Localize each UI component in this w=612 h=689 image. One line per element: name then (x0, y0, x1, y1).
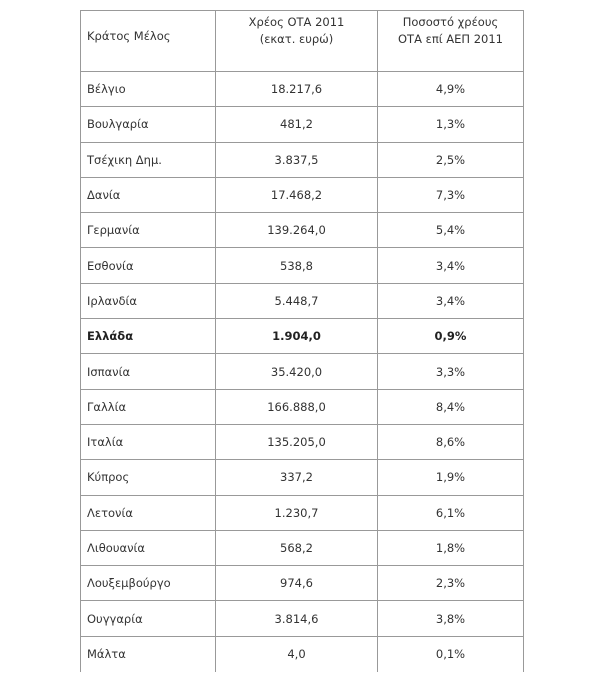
cell-pct: 1,8% (378, 530, 524, 565)
header-country-label: Κράτος Μέλος (87, 29, 171, 43)
table-row (81, 566, 524, 601)
table-row (81, 424, 524, 459)
cell-debt: 1.230,7 (216, 495, 378, 530)
cell-pct: 1,9% (378, 460, 524, 495)
header-pct-line1: Ποσοστό χρέους (402, 15, 499, 29)
cell-country: Λουξεμβούργο (81, 566, 216, 601)
table-row (81, 460, 524, 495)
table-row (81, 495, 524, 530)
cell-country: Γερμανία (81, 213, 216, 248)
cell-country: Βέλγιο (81, 72, 216, 107)
cell-pct: 1,3% (378, 107, 524, 142)
table-row (81, 354, 524, 389)
header-debt (216, 11, 378, 72)
cell-pct: 3,4% (378, 248, 524, 283)
table-header (81, 11, 524, 72)
table-row (81, 601, 524, 636)
cell-country: Κύπρος (81, 460, 216, 495)
cell-pct: 2,5% (378, 142, 524, 177)
table-body (81, 72, 524, 672)
header-pct (378, 11, 524, 72)
header-debt-line1: Χρέος ΟΤΑ 2011 (248, 15, 345, 29)
cell-debt: 17.468,2 (216, 177, 378, 212)
cell-country: Ιρλανδία (81, 283, 216, 318)
cell-country: Λετονία (81, 495, 216, 530)
cell-pct: 0,9% (378, 319, 524, 354)
cell-pct: 8,4% (378, 389, 524, 424)
debt-table (80, 10, 524, 672)
header-row (81, 11, 524, 72)
cell-pct: 5,4% (378, 213, 524, 248)
cell-country: Ουγγαρία (81, 601, 216, 636)
cell-debt: 4,0 (216, 636, 378, 671)
cell-debt: 166.888,0 (216, 389, 378, 424)
table-row (81, 107, 524, 142)
cell-country: Λιθουανία (81, 530, 216, 565)
cell-country: Ιταλία (81, 424, 216, 459)
cell-pct: 2,3% (378, 566, 524, 601)
cell-country: Μάλτα (81, 636, 216, 671)
cell-debt: 3.837,5 (216, 142, 378, 177)
header-country (81, 11, 216, 72)
table-row (81, 283, 524, 318)
table-row (81, 72, 524, 107)
cell-debt: 568,2 (216, 530, 378, 565)
table-row (81, 177, 524, 212)
table-row (81, 389, 524, 424)
cell-debt: 5.448,7 (216, 283, 378, 318)
cell-country: Δανία (81, 177, 216, 212)
cell-debt: 974,6 (216, 566, 378, 601)
cell-pct: 4,9% (378, 72, 524, 107)
cell-country: Τσέχικη Δημ. (81, 142, 216, 177)
table-row (81, 319, 524, 354)
cell-debt: 139.264,0 (216, 213, 378, 248)
cell-debt: 538,8 (216, 248, 378, 283)
cell-debt: 481,2 (216, 107, 378, 142)
cell-pct: 3,3% (378, 354, 524, 389)
cell-country: Εσθονία (81, 248, 216, 283)
cell-pct: 7,3% (378, 177, 524, 212)
cell-pct: 3,4% (378, 283, 524, 318)
header-pct-line2: ΟΤΑ επί ΑΕΠ 2011 (398, 32, 503, 46)
table-row (81, 530, 524, 565)
table-row (81, 636, 524, 671)
cell-pct: 0,1% (378, 636, 524, 671)
cell-country: Ισπανία (81, 354, 216, 389)
table-row (81, 142, 524, 177)
table-row (81, 213, 524, 248)
cell-debt: 3.814,6 (216, 601, 378, 636)
cell-debt: 35.420,0 (216, 354, 378, 389)
cell-debt: 135.205,0 (216, 424, 378, 459)
cell-country: Βουλγαρία (81, 107, 216, 142)
cell-debt: 18.217,6 (216, 72, 378, 107)
cell-pct: 3,8% (378, 601, 524, 636)
cell-pct: 8,6% (378, 424, 524, 459)
cell-debt: 337,2 (216, 460, 378, 495)
cell-country: Ελλάδα (81, 319, 216, 354)
cell-pct: 6,1% (378, 495, 524, 530)
table-row (81, 248, 524, 283)
header-debt-line2: (εκατ. ευρώ) (259, 32, 334, 46)
cell-debt: 1.904,0 (216, 319, 378, 354)
cell-country: Γαλλία (81, 389, 216, 424)
